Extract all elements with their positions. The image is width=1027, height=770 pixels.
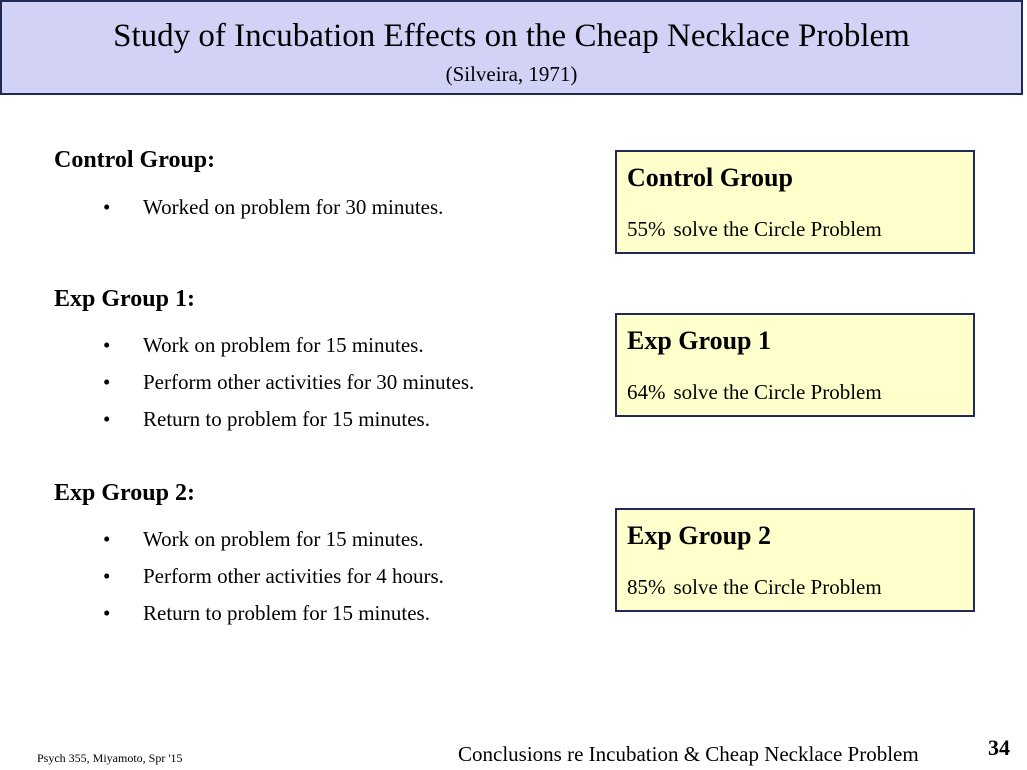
bullet-icon: • (103, 601, 111, 625)
slide-title: Study of Incubation Effects on the Cheap Necklace Problem (113, 18, 910, 54)
bullet-icon: • (103, 195, 111, 219)
result-line (627, 574, 882, 600)
title-banner (0, 0, 1023, 95)
result-text: solve the Circle Problem (673, 217, 882, 241)
bullet-icon: • (103, 407, 111, 431)
result-text: solve the Circle Problem (673, 575, 882, 599)
step-text: Work on problem for 15 minutes. (143, 333, 424, 357)
result-percent: 55% (627, 217, 666, 241)
step-text: Worked on problem for 30 minutes. (143, 195, 444, 219)
result-percent: 64% (627, 380, 666, 404)
control-group-result-box (615, 150, 975, 254)
footer-credit: Psych 355, Miyamoto, Spr '15 (37, 751, 183, 765)
bullet-icon: • (103, 370, 111, 394)
step-text: Perform other activities for 4 hours. (143, 564, 444, 588)
exp-group-2-result-box (615, 508, 975, 612)
bullet-icon: • (103, 564, 111, 588)
result-title: Exp Group 2 (627, 521, 772, 550)
result-text: solve the Circle Problem (673, 380, 882, 404)
result-title: Control Group (627, 163, 793, 192)
slide-subtitle: (Silveira, 1971) (445, 62, 578, 86)
step-text: Work on problem for 15 minutes. (143, 527, 424, 551)
result-percent: 85% (627, 575, 666, 599)
control-group-heading: Control Group: (54, 147, 216, 173)
result-line (627, 379, 882, 405)
bullet-icon: • (103, 527, 111, 551)
step-text: Perform other activities for 30 minutes. (143, 370, 475, 394)
exp-group-2-heading: Exp Group 2: (54, 480, 195, 506)
bullet-icon: • (103, 333, 111, 357)
result-line (627, 216, 882, 242)
exp-group-1-result-box (615, 313, 975, 417)
slide-number: 34 (988, 735, 1010, 760)
result-title: Exp Group 1 (627, 326, 772, 355)
exp-group-1-heading: Exp Group 1: (54, 286, 195, 312)
step-text: Return to problem for 15 minutes. (143, 601, 430, 625)
step-text: Return to problem for 15 minutes. (143, 407, 430, 431)
footer-topic: Conclusions re Incubation & Cheap Necklace Problem (458, 742, 919, 766)
